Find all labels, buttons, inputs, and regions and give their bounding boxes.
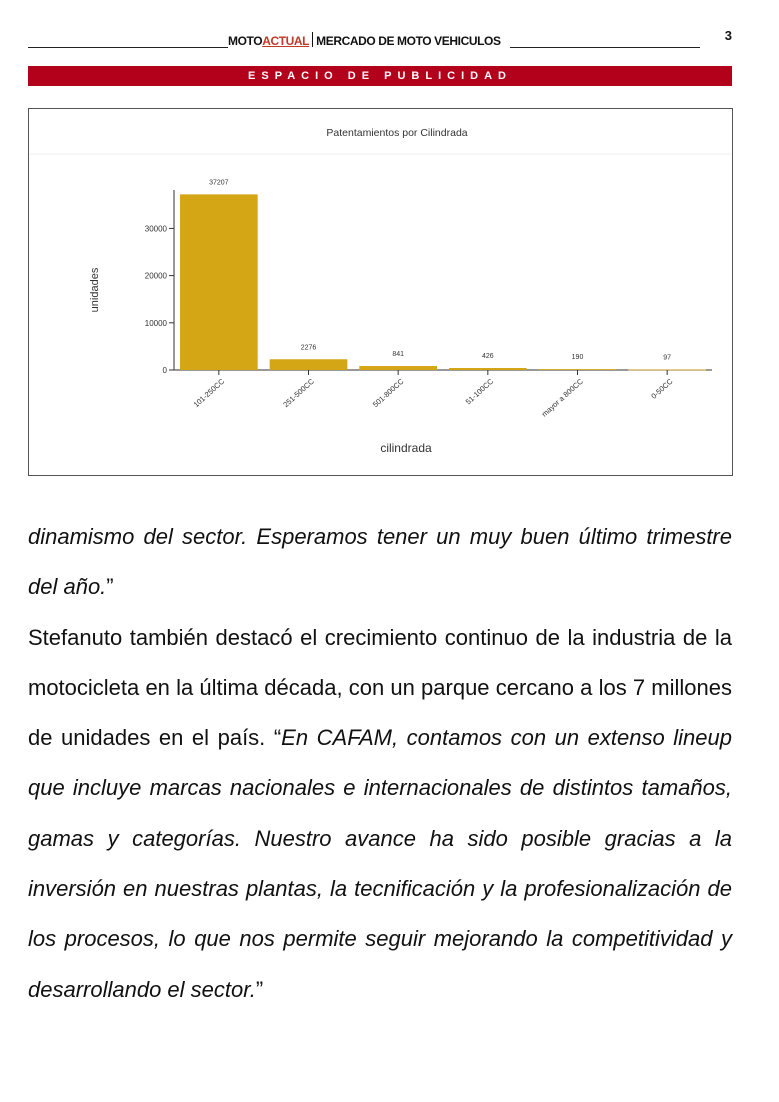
paragraph-1: [28, 512, 732, 613]
y-tick-label: 30000: [144, 224, 167, 234]
header-section: MERCADO DE MOTO VEHICULOS: [316, 34, 501, 48]
chart-container: [28, 108, 733, 476]
x-axis-label: cilindrada: [380, 441, 432, 455]
y-tick-label: 0: [162, 366, 167, 375]
ad-banner: ESPACIO DE PUBLICIDAD: [28, 66, 732, 86]
bar-value-label: 37207: [209, 179, 229, 187]
closing-quote: ”: [106, 574, 114, 600]
bar-value-label: 2276: [300, 344, 317, 352]
y-axis-label: unidades: [89, 267, 101, 313]
bar-value-label: 190: [571, 354, 584, 362]
x-tick-label: mayor a 800CC: [539, 376, 585, 419]
x-tick-label: 101-250CC: [191, 376, 227, 410]
brand-actual: ACTUAL: [262, 34, 310, 48]
paragraph-2-text: Stefanuto también destacó el crecimiento continuo de la industria de la motocicleta en la última década, con un parque cercano a los 7 millones de unidades en el país. “: [28, 624, 732, 751]
chart-title: Patentamientos por Cilindrada: [326, 127, 468, 139]
x-tick-label: 501-800CC: [370, 376, 406, 410]
header-rule-left: [28, 47, 228, 48]
bar: [539, 369, 617, 370]
page-number: 3: [724, 28, 732, 43]
bar: [359, 366, 437, 370]
quote-continuation: dinamismo del sector. Esperamos tener un muy buen último trimestre del año.: [28, 524, 732, 600]
brand-moto: MOTO: [228, 34, 263, 48]
paragraph-2-closing-quote: ”: [255, 976, 264, 1002]
header-rule-right: [510, 47, 700, 48]
paragraph-2-quote: En CAFAM, contamos con un extenso lineup que incluye marcas nacionales e internacionales de distintos tamaños, gamas y categorías. Nuestro avance ha sido posible gracias a la inversión en nuestras plantas, la tecnificación y la profesionalización de los procesos, lo que nos permite seguir mejorando la competitividad y desarrollando el sector.: [28, 725, 732, 1002]
x-tick-label: 0-50CC: [649, 376, 675, 401]
header-title: [228, 32, 501, 48]
y-tick-label: 20000: [144, 271, 167, 281]
y-tick-label: 10000: [144, 318, 167, 328]
bar: [270, 359, 348, 370]
bar-chart: [29, 109, 732, 475]
x-tick-label: 51-100CC: [463, 376, 496, 407]
bar: [180, 194, 258, 370]
plot-area: [145, 179, 712, 418]
x-tick-label: 251-500CC: [281, 376, 316, 410]
header-separator: [312, 32, 313, 47]
page-header: [28, 28, 732, 52]
paragraph-2: [28, 613, 732, 1015]
bar-value-label: 841: [392, 351, 405, 359]
bar: [449, 368, 527, 370]
bar-value-label: 97: [663, 354, 672, 362]
bar-value-label: 426: [481, 352, 494, 360]
article-body: [28, 512, 732, 1015]
